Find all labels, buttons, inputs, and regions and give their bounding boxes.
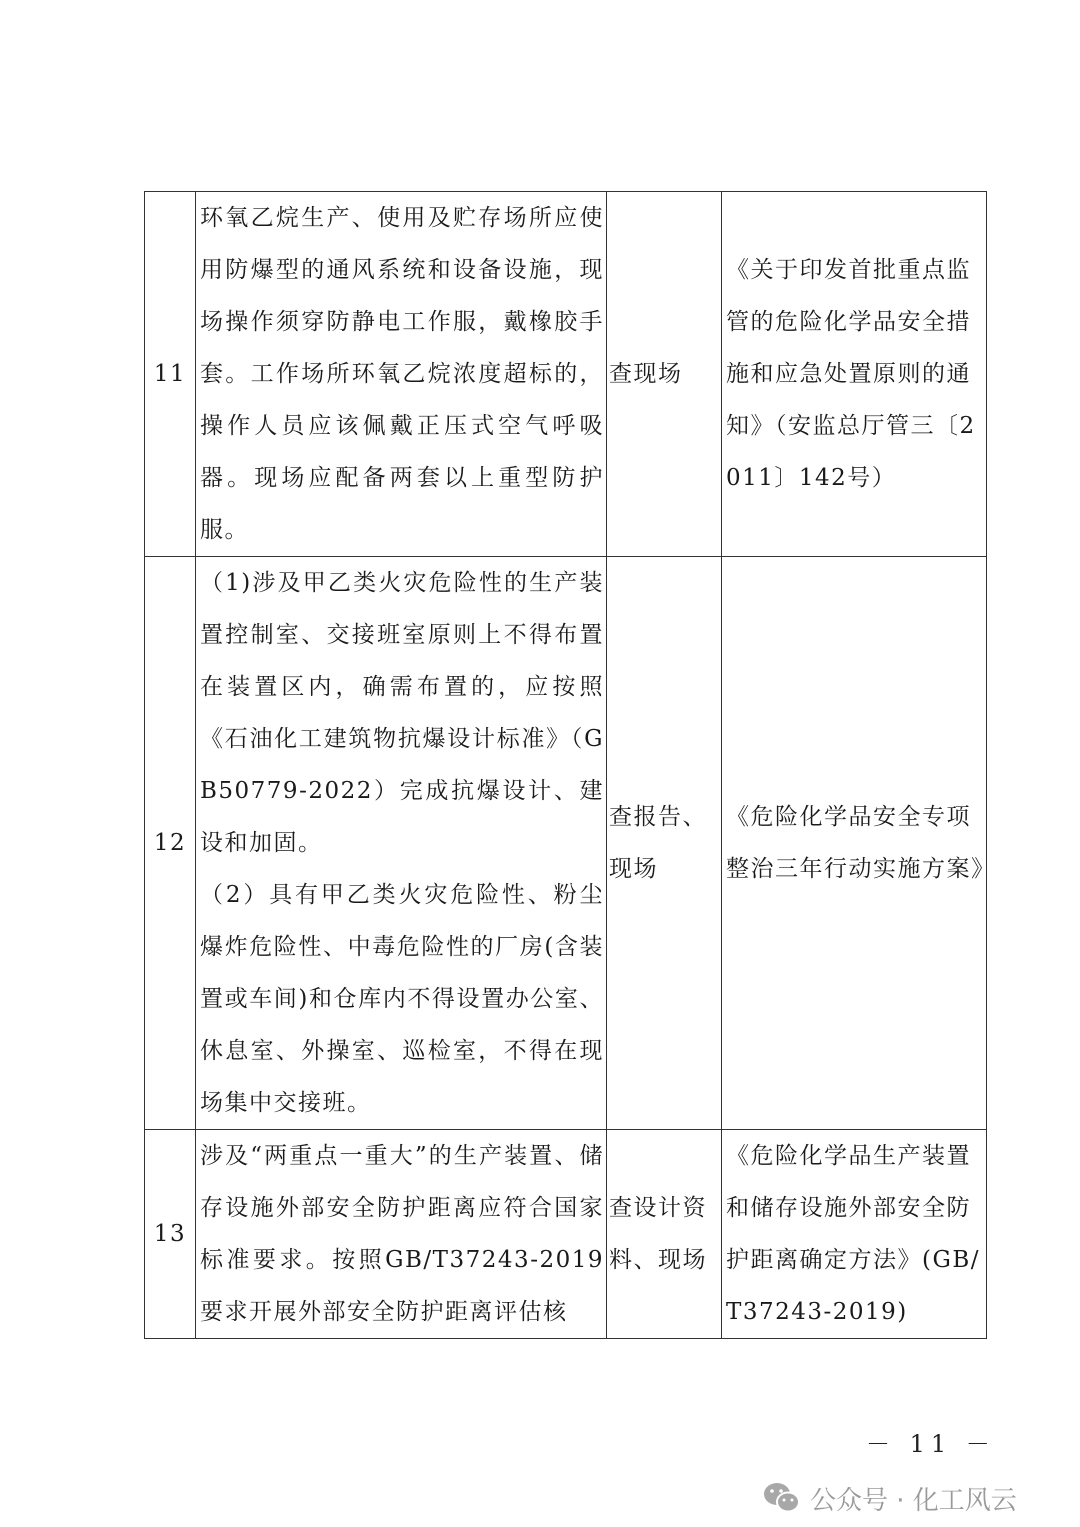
regulatory-basis: 《关于印发首批重点监管的危险化学品安全措施和应急处置原则的通知》（安监总厅管三〔2011〕142号） [722,192,987,557]
inspection-method: 查报告、现场 [607,557,722,1130]
wechat-icon [762,1481,802,1515]
inspection-content [196,192,607,557]
table-row [145,557,987,1130]
table-row [145,1130,987,1339]
inspection-method: 查现场 [607,192,722,557]
page-number: － 11 － [866,1430,996,1458]
inspection-method: 查设计资料、现场 [607,1130,722,1339]
row-number: 13 [145,1130,196,1339]
row-number: 12 [145,557,196,1130]
watermark-text: 公众号 · 化工风云 [810,1485,1017,1516]
content-paragraph: （2）具有甲乙类火灾危险性、粉尘爆炸危险性、中毒危险性的厂房(含装置或车间)和仓库内不得设置办公室、休息室、外操室、巡检室，不得在现场集中交接班。 [200,882,604,1116]
content-paragraph: （1)涉及甲乙类火灾危险性的生产装置控制室、交接班室原则上不得布置在装置区内，确需布置的，应按照《石油化工建筑物抗爆设计标准》（GB50779-2022）完成抗爆设计、建设和加固。 [200,570,604,856]
inspection-content [196,557,607,1130]
row-number: 11 [145,192,196,557]
regulatory-basis: 《危险化学品生产装置和储存设施外部安全防护距离确定方法》(GB/T37243-2019) [722,1130,987,1339]
watermark [762,1478,1017,1518]
content-paragraph: 涉及“两重点一重大”的生产装置、储存设施外部安全防护距离应符合国家标准要求。按照GB/T37243-2019要求开展外部安全防护距离评估核 [200,1143,604,1325]
table-row [145,192,987,557]
regulatory-basis: 《危险化学品安全专项整治三年行动实施方案》 [722,557,987,1130]
inspection-content [196,1130,607,1339]
inspection-table [144,191,996,1339]
content-paragraph: 环氧乙烷生产、使用及贮存场所应使用防爆型的通风系统和设备设施，现场操作须穿防静电工作服，戴橡胶手套。工作场所环氧乙烷浓度超标的，操作人员应该佩戴正压式空气呼吸器。现场应配备两套以上重型防护服。 [200,205,604,543]
